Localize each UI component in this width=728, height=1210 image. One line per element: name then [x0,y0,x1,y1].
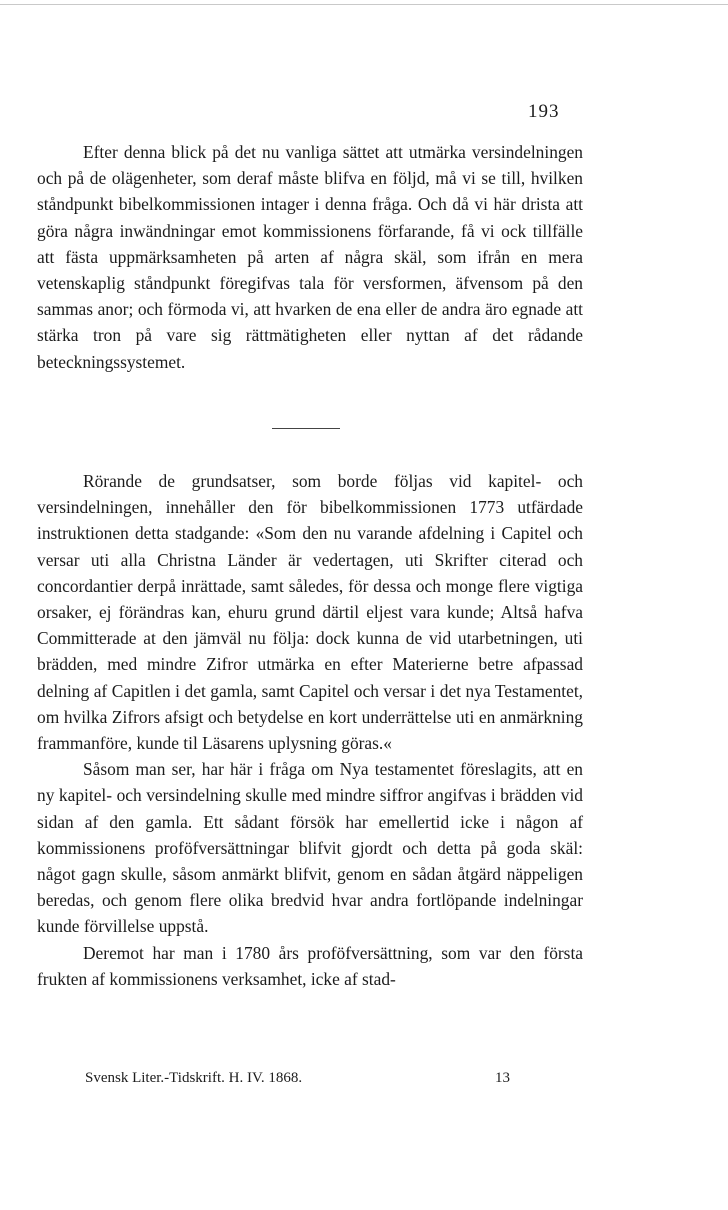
text-block-1 [37,139,583,375]
paragraph-1: Efter denna blick på det nu vanliga sättet att utmärka versindelningen och på de olägenheter, som deraf måste blifva en följd, må vi se till, hvilken ståndpunkt bibelkommissionen intager i denna fråga. Och då vi här drista att göra några inwändningar emot kommissionens förfarande, få vi ock tillfälle att fästa uppmärksamheten på arten af några skäl, som ifrån en mera vetenskaplig ståndpunkt föregifvas tala för versformen, äfvensom på den sammas anor; och förmoda vi, att hvarken de ena eller de andra äro egnade att stärka tron på vare sig rättmätigheten eller nyttan af det rådande beteckningssystemet. [37,142,583,372]
footer-signature: 13 [495,1070,510,1086]
paragraph-3: Såsom man ser, har här i fråga om Nya testamentet föreslagits, att en ny kapitel- och versindelning skulle med mindre siffror angifvas i brädden vid sidan af den gamla. Ett sådant försök har emellertid icke i någon af kommissionens proföfversättningar blifvit gjordt och detta på goda skäl: något gagn skulle, såsom anmärkt blifvit, genom en sådan åtgärd näppeligen beredas, och genom flere olika bredvid hvar andra fortlöpande indelningar kunde förvillelse uppstå. [37,759,583,937]
text-block-2 [37,468,583,992]
paragraph-4: Deremot har man i 1780 års proföfversättning, som var den första frukten af kommissionens verksamhet, icke af stad- [37,942,583,989]
paragraph-2: Rörande de grundsatser, som borde följas vid kapitel- och versindelningen, innehåller den för bibelkommissionen 1773 utfärdade instruktionen detta stadgande: «Som den nu varande afdelning i Capitel och versar uti alla Christna Länder är vedertagen, uti Skrifter citerad och concordantier derpå inrättade, samt således, för dessa och monge flere vigtiga orsaker, ej förändras kan, ehuru grund därtil eljest vara kunde; Altså hafva Committerade at den jämväl nu följa: dock kunna de vid utarbetningen, uti brädden, med mindre Zifror utmärka en efter Materierne betre afpassad delning af Capitlen i det gamla, samt Capitel och versar i det nya Testamentet, om hvilka Zifrors afsigt och betydelse en kort underrättelse uti en anmärkning frammanföre, kunde til Läsarens uplysning göras.« [37,471,583,754]
footer-journal: Svensk Liter.-Tidskrift. H. IV. 1868. [85,1070,303,1086]
section-divider [272,428,340,429]
scan-edge-line [0,4,728,5]
page-number: 193 [528,101,560,122]
